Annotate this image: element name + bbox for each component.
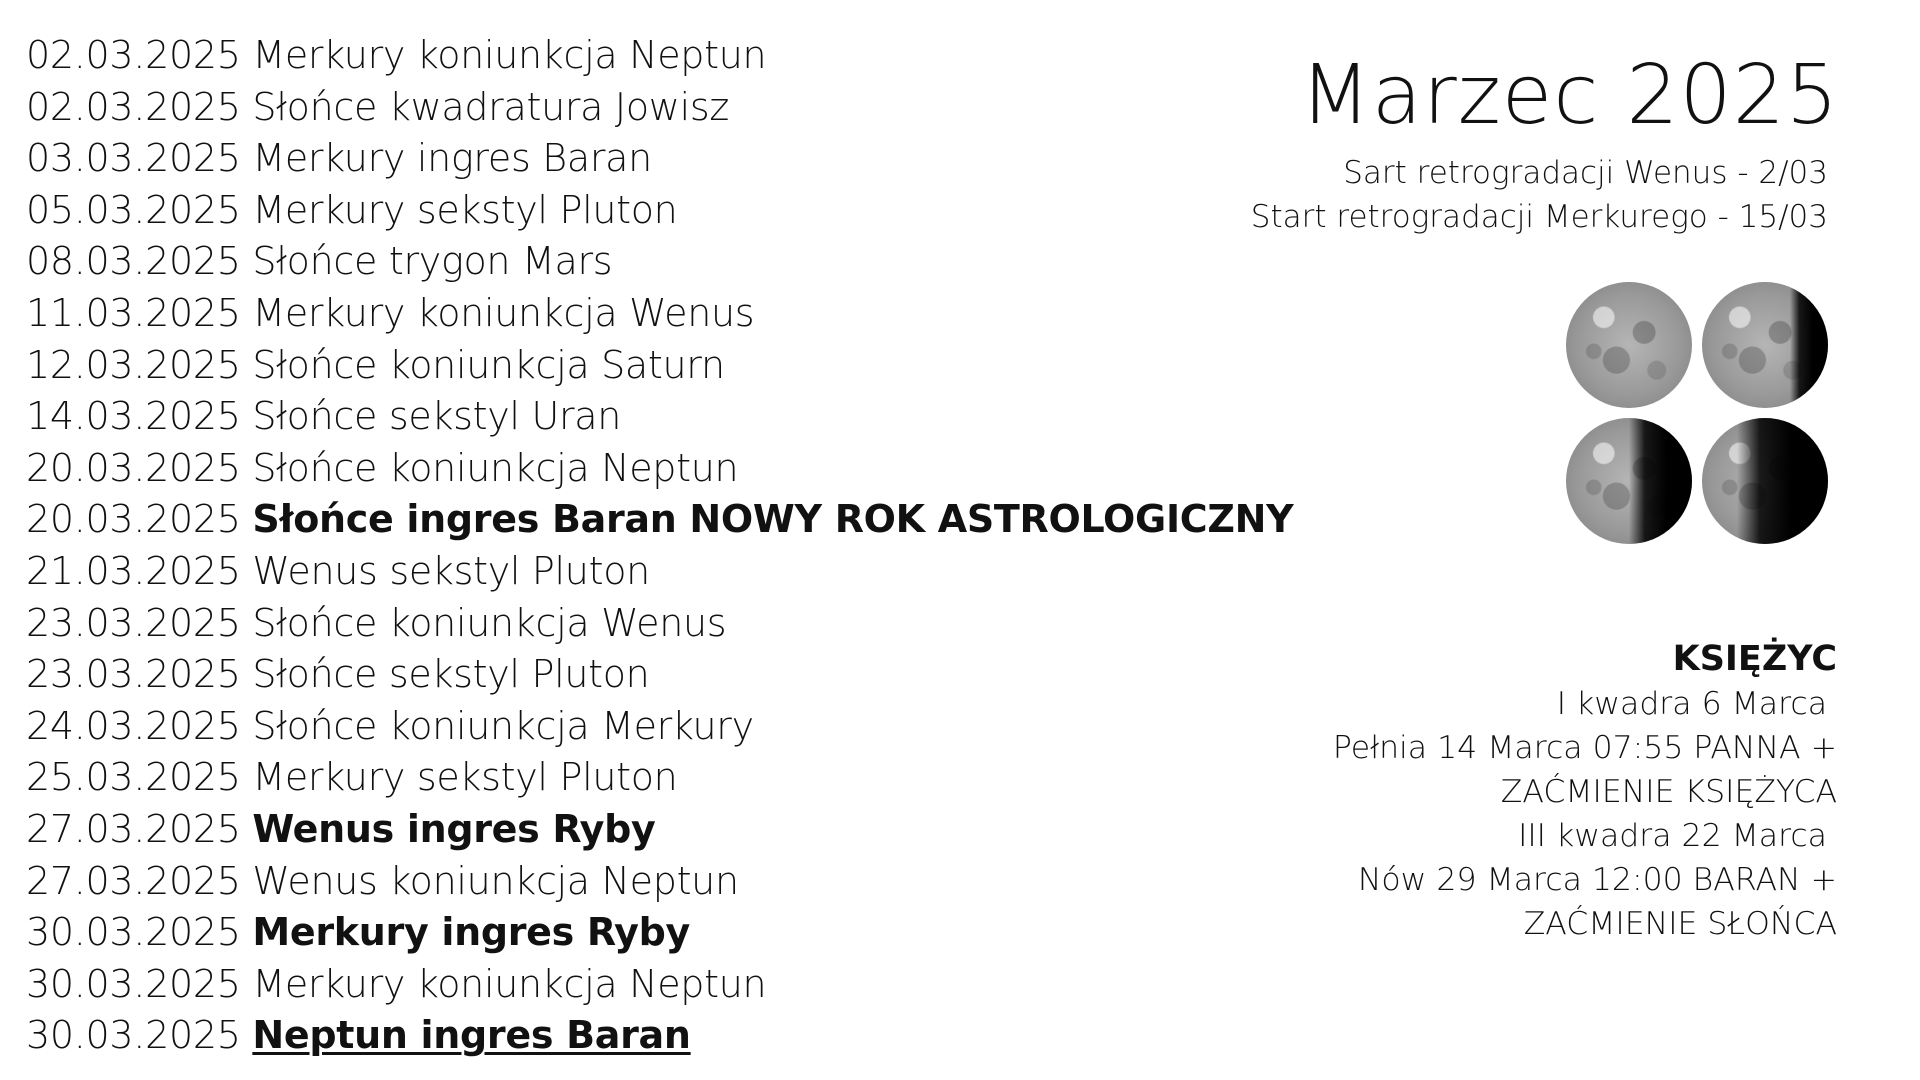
- moon-phase-line: III kwadra 22 Marca: [1518, 818, 1827, 854]
- event-date: 23.03.2025: [26, 652, 241, 697]
- event-description: Merkury ingres Ryby: [252, 910, 690, 955]
- events-list: [26, 30, 1293, 1062]
- event-date: 23.03.2025: [26, 600, 241, 645]
- page-title: Marzec 2025: [1300, 48, 1840, 143]
- event-description: Słońce koniunkcja Neptun: [252, 445, 739, 490]
- event-item: [26, 340, 1293, 392]
- event-item: [26, 856, 1293, 908]
- event-date: 05.03.2025: [26, 187, 241, 232]
- moon-phase-line: Pełnia 14 Marca 07:55 PANNA +: [1332, 730, 1837, 766]
- event-date: 08.03.2025: [26, 239, 241, 284]
- event-item: [26, 391, 1293, 443]
- event-date: 27.03.2025: [26, 806, 241, 851]
- moon-phase-line: ZAĆMIENIE SŁOŃCA: [1523, 906, 1837, 942]
- event-description: Słońce koniunkcja Wenus: [252, 600, 727, 645]
- event-description: Słońce kwadratura Jowisz: [252, 84, 729, 129]
- event-description: Merkury koniunkcja Neptun: [252, 961, 767, 1006]
- event-description: Słońce sekstyl Uran: [252, 394, 622, 439]
- event-date: 14.03.2025: [26, 394, 241, 439]
- moon-phase-line: ZAĆMIENIE KSIĘŻYCA: [1500, 774, 1837, 810]
- event-item: [26, 804, 1293, 856]
- event-description: Merkury koniunkcja Wenus: [252, 290, 755, 335]
- event-date: 24.03.2025: [26, 703, 241, 748]
- event-item: [26, 752, 1293, 804]
- moon-section: [1333, 636, 1837, 946]
- event-description: Merkury sekstyl Pluton: [252, 755, 678, 800]
- event-item: [26, 649, 1293, 701]
- event-date: 20.03.2025: [26, 445, 241, 490]
- event-item: [26, 494, 1293, 546]
- event-description: Słońce sekstyl Pluton: [252, 652, 650, 697]
- event-description: Słońce ingres Baran NOWY ROK ASTROLOGICZNY: [252, 497, 1294, 542]
- moon-section-title: KSIĘŻYC: [1672, 639, 1837, 679]
- event-date: 12.03.2025: [26, 342, 241, 387]
- event-date: 20.03.2025: [26, 497, 241, 542]
- event-item: [26, 288, 1293, 340]
- moon-phase-1-icon: [1566, 282, 1692, 408]
- event-item: [26, 546, 1293, 598]
- event-date: 30.03.2025: [26, 910, 241, 955]
- event-item: [26, 907, 1293, 959]
- event-description: Merkury koniunkcja Neptun: [252, 33, 767, 77]
- event-item: [26, 30, 1293, 82]
- event-description: Wenus sekstyl Pluton: [252, 548, 650, 593]
- event-item: [26, 959, 1293, 1011]
- moon-phase-line: I kwadra 6 Marca: [1556, 686, 1827, 722]
- event-date: 02.03.2025: [26, 84, 241, 129]
- event-description: Merkury ingres Baran: [252, 136, 652, 181]
- event-date: 25.03.2025: [26, 755, 241, 800]
- event-date: 21.03.2025: [26, 548, 241, 593]
- event-date: 27.03.2025: [26, 858, 241, 903]
- retrograde-venus: Sart retrogradacji Wenus - 2/03: [1343, 155, 1828, 191]
- moon-phases-icon: [1566, 282, 1828, 546]
- event-description: Wenus koniunkcja Neptun: [252, 858, 739, 903]
- retrograde-info: [1251, 151, 1828, 239]
- event-item: [26, 443, 1293, 495]
- event-item: [26, 185, 1293, 237]
- event-description: Słońce koniunkcja Saturn: [252, 342, 725, 387]
- event-date: 11.03.2025: [26, 290, 241, 335]
- event-description: Słońce koniunkcja Merkury: [252, 703, 754, 748]
- event-date: 03.03.2025: [26, 136, 241, 181]
- event-item: [26, 82, 1293, 134]
- retrograde-mercury: Start retrogradacji Merkurego - 15/03: [1250, 199, 1828, 235]
- event-date: 30.03.2025: [26, 961, 241, 1006]
- moon-phase-2-icon: [1702, 282, 1828, 408]
- event-item: [26, 236, 1293, 288]
- moon-phase-3-icon: [1566, 418, 1692, 544]
- event-date: 02.03.2025: [26, 33, 241, 77]
- event-description: Neptun ingres Baran: [252, 1013, 691, 1058]
- event-item: [26, 1010, 1293, 1062]
- event-item: [26, 133, 1293, 185]
- event-description: Merkury sekstyl Pluton: [252, 187, 678, 232]
- moon-phase-4-icon: [1702, 418, 1828, 544]
- event-description: Słońce trygon Mars: [252, 239, 613, 284]
- event-item: [26, 598, 1293, 650]
- event-item: [26, 701, 1293, 753]
- moon-section-lines: [1333, 682, 1837, 946]
- event-date: 30.03.2025: [26, 1013, 241, 1058]
- event-description: Wenus ingres Ryby: [252, 806, 656, 851]
- moon-phase-line: Nów 29 Marca 12:00 BARAN +: [1357, 862, 1837, 898]
